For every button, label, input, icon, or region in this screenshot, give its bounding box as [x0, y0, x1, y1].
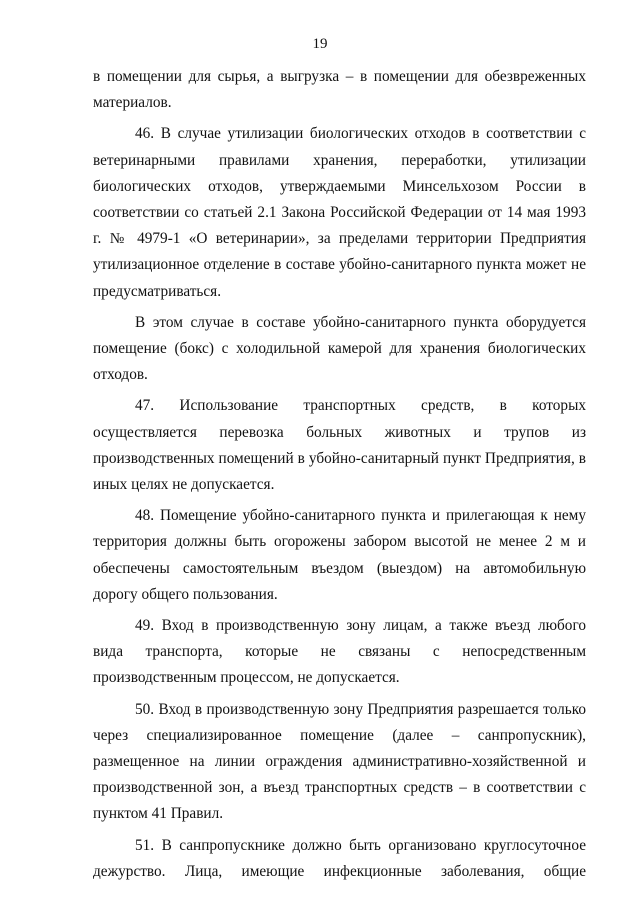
page-number: 19 [312, 36, 328, 52]
paragraph-48: 48. Помещение убойно-санитарного пункта и прилегающая к нему территория должны быть огорожены забором высотой не менее 2 м и обеспечены самостоятельным въездом (выездом) на автомобильную дорогу общего пользования. [93, 507, 586, 603]
paragraph-46-addendum: В этом случае в составе убойно-санитарного пункта оборудуется помещение (бокс) с холодильной камерой для хранения биологических отходов. [93, 313, 586, 384]
paragraph-51: 51. В санпропускнике должно быть организовано круглосуточное дежурство. Лица, имеющие инфекционные заболевания, общие [93, 836, 586, 880]
paragraph-47: 47. Использование транспортных средств, в которых осуществляется перевозка больных животных и трупов из производственных помещений в убойно-санитарный пункт Предприятия, в иных целях не допускается. [93, 397, 586, 494]
paragraph-49: 49. Вход в производственную зону лицам, а также въезд любого вида транспорта, которые не связаны с непосредственным производственным процессом, не допускается. [93, 617, 586, 687]
paragraph-46: 46. В случае утилизации биологических отходов в соответствии с ветеринарными правилами хранения, переработки, утилизации биологических отходов, утверждаемыми Минсельхозом России в соответствии со статьей 2.1 Закона Российской Федерации от 14 мая 1993 г. № 4979-1 «О ветеринарии», за пределами территории Предприятия утилизационное отделение в составе убойно-санитарного пункта может не предусматриваться. [93, 125, 586, 300]
paragraph-50: 50. Вход в производственную зону Предприятия разрешается только через специализированное помещение (далее – санпропускник), размещенное на линии ограждения административно-хозяйственной и производственной зон, а въезд транспортных средств – в соответствии с пунктом 41 Правил. [93, 700, 586, 823]
body-text [93, 64, 586, 890]
paragraph-continuation: в помещении для сырья, а выгрузка – в помещении для обезвреженных материалов. [93, 68, 586, 112]
